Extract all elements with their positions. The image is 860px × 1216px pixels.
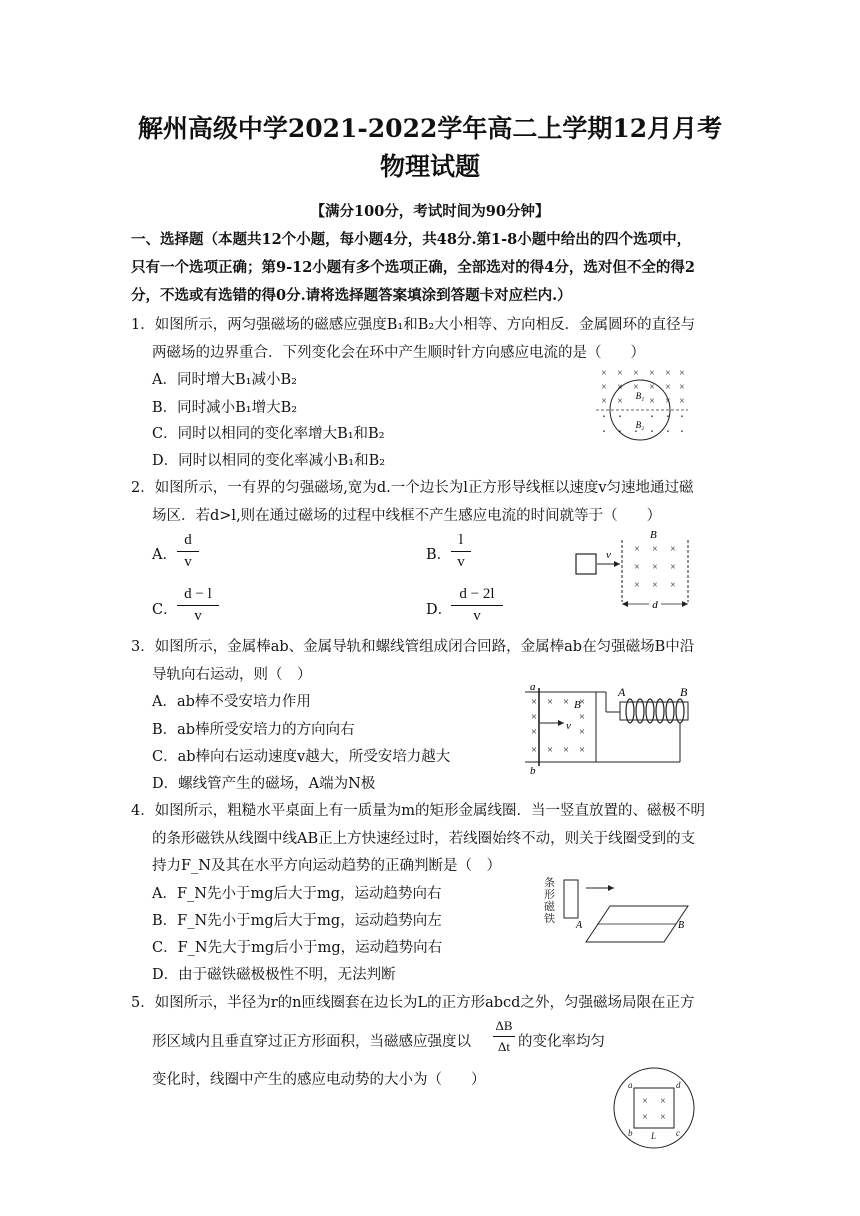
- svg-text:v: v: [606, 549, 611, 561]
- svg-text:×: ×: [530, 726, 538, 738]
- q4-option-a: A．F_N先小于mg后大于mg，运动趋势向右: [152, 886, 442, 902]
- q2-option-d-fraction: $\frac{d - 2l}{v}$: [451, 586, 503, 625]
- svg-text:×: ×: [634, 544, 640, 555]
- q5-stem-line2-post: 的变化率均匀: [518, 1034, 605, 1050]
- svg-text:×: ×: [546, 744, 554, 756]
- svg-text:B: B: [678, 920, 685, 931]
- q1-figure: [594, 364, 690, 444]
- svg-text:×: ×: [670, 580, 676, 591]
- svg-text:·: ·: [649, 425, 655, 440]
- svg-text:·: ·: [601, 425, 607, 440]
- svg-text:×: ×: [562, 744, 570, 756]
- q3-stem-line2: 导轨向右运动，则（ ）: [152, 667, 312, 683]
- svg-text:×: ×: [652, 544, 658, 555]
- svg-text:×: ×: [601, 382, 607, 393]
- svg-text:×: ×: [649, 396, 655, 407]
- q2-option-a-fraction: $\frac{d}{v}$: [177, 532, 199, 571]
- svg-text:×: ×: [633, 368, 639, 379]
- svg-text:×: ×: [679, 368, 685, 379]
- svg-text:·: ·: [601, 410, 607, 425]
- svg-text:×: ×: [670, 544, 676, 555]
- svg-text:×: ×: [530, 696, 538, 708]
- svg-text:×: ×: [649, 368, 655, 379]
- svg-text:·: ·: [679, 410, 685, 425]
- svg-text:·: ·: [679, 425, 685, 440]
- svg-text:a: a: [530, 681, 536, 693]
- q2-option-c-fraction: $\frac{d - l}{v}$: [177, 586, 219, 625]
- svg-text:×: ×: [617, 396, 623, 407]
- exam-title-line2: 物理试题: [379, 152, 480, 181]
- svg-text:·: ·: [633, 425, 639, 440]
- svg-text:×: ×: [617, 368, 623, 379]
- q1-option-b: B．同时减小B₁增大B₂: [152, 400, 298, 416]
- q2-option-b-label: B．: [426, 547, 452, 563]
- svg-text:×: ×: [530, 711, 538, 723]
- svg-text:d: d: [676, 1080, 681, 1090]
- svg-text:c: c: [676, 1128, 680, 1138]
- svg-text:×: ×: [578, 744, 586, 756]
- q2-option-a-label: A．: [152, 547, 177, 563]
- q3-option-d: D．螺线管产生的磁场，A端为N极: [152, 776, 376, 792]
- svg-text:b: b: [628, 1128, 633, 1138]
- svg-text:条: 条: [544, 877, 555, 889]
- q3-stem-line1: 3．如图所示，金属棒ab、金属导轨和螺线管组成闭合回路，金属棒ab在匀强磁场B中沿: [131, 639, 695, 655]
- q5-stem-line2-pre: 形区域内且垂直穿过正方形面积，当磁感应强度以: [152, 1034, 471, 1050]
- q5-stem-line1: 5．如图所示，半径为r的n匝线圈套在边长为L的正方形abcd之外，匀强磁场局限在正方: [131, 995, 695, 1011]
- svg-text:v: v: [566, 720, 571, 732]
- q2-figure: [572, 526, 696, 614]
- svg-text:形: 形: [544, 889, 555, 901]
- q1-stem-line2: 两磁场的边界重合．下列变化会在环中产生顺时针方向感应电流的是（ ）: [152, 345, 645, 361]
- q2-option-d-label: D．: [426, 602, 453, 618]
- exam-title-line1: 解州高级中学2021-2022学年高二上学期12月月考: [137, 114, 723, 143]
- q4-stem-line3: 持力F_N及其在水平方向运动趋势的正确判断是（ ）: [152, 858, 501, 874]
- svg-text:a: a: [628, 1080, 633, 1090]
- svg-text:B: B: [574, 699, 581, 711]
- svg-text:×: ×: [679, 382, 685, 393]
- q4-option-d: D．由于磁铁磁极极性不明，无法判断: [152, 967, 396, 983]
- svg-text:B₂: B₂: [635, 420, 645, 430]
- svg-text:A: A: [618, 685, 626, 699]
- svg-text:×: ×: [642, 1096, 648, 1107]
- q1-option-c: C．同时以相同的变化率增大B₁和B₂: [152, 426, 385, 442]
- svg-text:×: ×: [546, 696, 554, 708]
- svg-text:×: ×: [601, 368, 607, 379]
- q5-figure: [612, 1066, 696, 1150]
- q1-stem-line1: 1．如图所示，两匀强磁场的磁感应强度B₁和B₂大小相等、方向相反．金属圆环的直径与: [131, 317, 696, 333]
- svg-text:·: ·: [649, 410, 655, 425]
- svg-text:×: ×: [578, 711, 586, 723]
- q3-option-b: B．ab棒所受安培力的方向向右: [152, 722, 355, 738]
- svg-text:×: ×: [665, 396, 671, 407]
- svg-text:×: ×: [642, 1112, 648, 1123]
- svg-text:×: ×: [578, 726, 586, 738]
- svg-text:×: ×: [665, 382, 671, 393]
- q2-option-b-fraction: $\frac{l}{v}$: [451, 532, 471, 571]
- section1-line1: 一、选择题（本题共12个小题，每小题4分，共48分.第1-8小题中给出的四个选项中，: [131, 231, 692, 248]
- svg-text:×: ×: [679, 396, 685, 407]
- svg-text:×: ×: [665, 368, 671, 379]
- svg-text:×: ×: [530, 744, 538, 756]
- svg-text:×: ×: [578, 696, 586, 708]
- q3-option-c: C．ab棒向右运动速度v越大，所受安培力越大: [152, 749, 451, 765]
- q2-option-c-label: C．: [152, 602, 178, 618]
- section1-line2: 只有一个选项正确；第9-12小题有多个选项正确，全部选对的得4分，选对但不全的得2: [131, 259, 695, 276]
- svg-text:·: ·: [617, 410, 623, 425]
- svg-text:×: ×: [634, 580, 640, 591]
- svg-text:磁: 磁: [544, 901, 555, 913]
- svg-text:·: ·: [665, 425, 671, 440]
- svg-text:B: B: [650, 529, 657, 541]
- q4-option-c: C．F_N先大于mg后小于mg，运动趋势向右: [152, 940, 443, 956]
- svg-text:·: ·: [617, 425, 623, 440]
- q4-option-b: B．F_N先小于mg后大于mg，运动趋势向左: [152, 913, 442, 929]
- q3-option-a: A．ab棒不受安培力作用: [152, 694, 311, 710]
- svg-text:×: ×: [652, 580, 658, 591]
- q4-figure: [540, 874, 696, 950]
- q5-rate-fraction: $\frac{\Delta B}{\Delta t}$: [493, 1018, 515, 1055]
- section1-line3: 分，不选或有选错的得0分.请将选择题答案填涂到答题卡对应栏内.）: [131, 287, 572, 304]
- svg-text:B₁: B₁: [635, 391, 645, 401]
- svg-text:b: b: [530, 765, 536, 776]
- q3-figure: [520, 680, 696, 776]
- q4-stem-line2: 的条形磁铁从线圈中线AB正上方快速经过时，若线圈始终不动，则关于线圈受到的支: [152, 831, 696, 847]
- q1-option-d: D．同时以相同的变化率减小B₁和B₂: [152, 453, 386, 469]
- svg-text:×: ×: [633, 382, 639, 393]
- exam-info: 【满分100分，考试时间为90分钟】: [310, 203, 550, 220]
- svg-text:L: L: [651, 1131, 657, 1141]
- svg-text:B: B: [680, 685, 688, 699]
- q5-stem-line3: 变化时，线圈中产生的感应电动势的大小为（ ）: [152, 1072, 486, 1088]
- svg-text:·: ·: [665, 410, 671, 425]
- svg-text:×: ×: [562, 696, 570, 708]
- svg-text:×: ×: [649, 382, 655, 393]
- svg-text:×: ×: [601, 396, 607, 407]
- svg-text:A: A: [576, 920, 583, 931]
- q2-stem-line1: 2．如图所示，一有界的匀强磁场,宽为d.一个边长为l正方形导线框以速度v匀速地通过磁: [131, 480, 694, 496]
- svg-text:×: ×: [660, 1112, 666, 1123]
- svg-text:×: ×: [652, 562, 658, 573]
- svg-text:×: ×: [660, 1096, 666, 1107]
- q4-stem-line1: 4．如图所示，粗糙水平桌面上有一质量为m的矩形金属线圈．当一竖直放置的、磁极不明: [131, 803, 705, 819]
- svg-text:d: d: [652, 599, 658, 611]
- q2-stem-line2: 场区．若d>l,则在通过磁场的过程中线框不产生感应电流的时间就等于（ ）: [152, 508, 662, 524]
- svg-text:铁: 铁: [544, 913, 555, 925]
- svg-text:×: ×: [634, 562, 640, 573]
- q1-option-a: A．同时增大B₁减小B₂: [152, 372, 297, 388]
- svg-text:×: ×: [617, 382, 623, 393]
- svg-text:×: ×: [670, 562, 676, 573]
